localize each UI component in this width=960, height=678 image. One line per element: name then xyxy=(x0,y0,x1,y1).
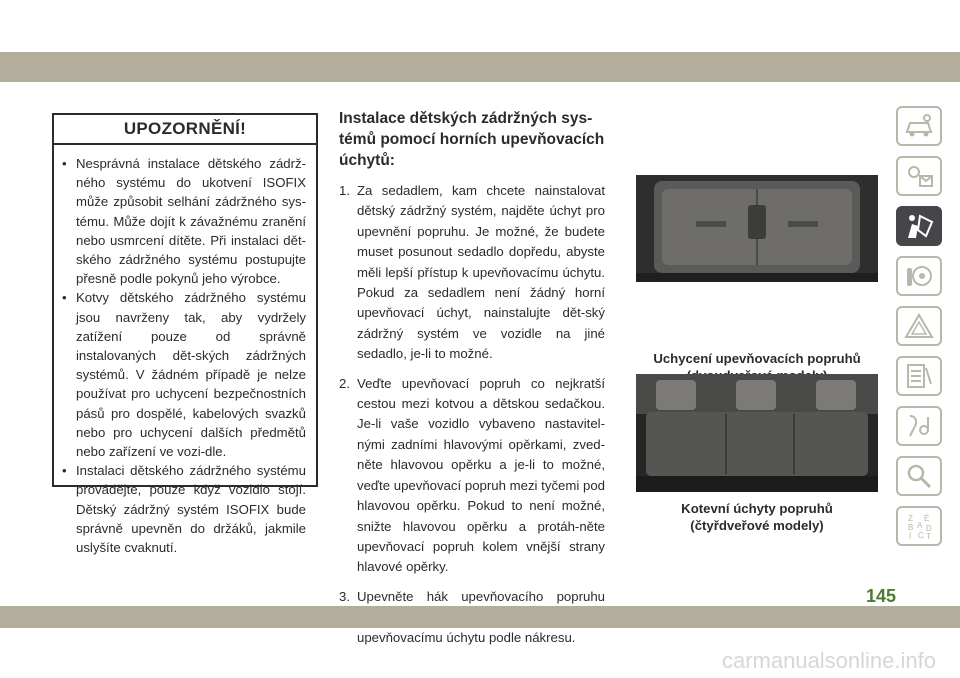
warning-item: • Instalaci dětského zádržného systému provádějte, pouze když vozidlo stojí. Dětský zádržný systém ISOFIX bude správně upevněn do držáků, jakmile uslyšíte cvaknutí. xyxy=(62,461,306,557)
chapter-tab-vehicle[interactable] xyxy=(896,106,942,146)
index-letter: D xyxy=(926,524,932,533)
caption-line: Kotevní úchyty popruhů xyxy=(681,501,833,516)
warning-box xyxy=(52,113,318,556)
chapter-tab-emergency[interactable] xyxy=(896,306,942,346)
header-band xyxy=(0,52,960,82)
tether-photo-four-door xyxy=(636,374,878,492)
index-letter: A xyxy=(917,521,923,530)
car-dashboard-icon xyxy=(904,112,934,140)
caption-line: (čtyřdveřové modely) xyxy=(690,518,824,533)
multimedia-icon xyxy=(904,412,934,440)
tether-photo-two-door xyxy=(636,175,878,282)
footer-band xyxy=(0,606,960,628)
chapter-sidebar xyxy=(896,106,944,556)
step-text: Upevněte hák upevňovacího popruhu upevňovacímu úchytu podle nákresu. xyxy=(357,588,605,645)
index-letter: Z xyxy=(908,514,913,523)
alphabet-index-icon xyxy=(904,512,934,540)
chapter-tab-multimedia[interactable] xyxy=(896,406,942,446)
figure-caption-2 xyxy=(636,500,878,534)
step-number: 1. xyxy=(339,183,350,198)
index-letter: B xyxy=(908,523,914,532)
warning-lights-icon xyxy=(904,162,934,190)
index-letter: É xyxy=(924,514,930,523)
watermark: carmanualsonline.info xyxy=(721,648,936,673)
chapter-tab-driving[interactable] xyxy=(896,256,942,296)
step-number: 3. xyxy=(339,588,350,604)
steering-wheel-icon xyxy=(904,262,934,290)
warning-item: • Kotvy dětského zádržného systému jsou navrženy tak, aby vydržely zatížení pouze od správně instalovaných dět-ských zádržných systémů. V žádném případě je nelze používat pro uchycení bezpečnostních pásů pro dospělé, kabelových svazků nebo pro uchycení dalších předmětů nebo zařízení ve vozi-dle. xyxy=(62,288,306,461)
maintenance-list-icon xyxy=(904,362,934,390)
seat-back-illustration xyxy=(636,175,878,282)
chapter-tab-search[interactable] xyxy=(896,456,942,496)
hazard-icon xyxy=(904,312,934,340)
caption-line: Uchycení upevňovacích popruhů xyxy=(653,351,861,366)
index-letter: Í xyxy=(909,532,912,540)
chapter-tab-indicators[interactable] xyxy=(896,156,942,196)
search-icon xyxy=(904,462,934,490)
steps-list xyxy=(339,181,605,648)
child-seat-airbag-icon xyxy=(904,212,934,240)
chapter-tab-index[interactable] xyxy=(896,506,942,546)
section-heading: Instalace dětských zádržných sys-témů pomocí horních upevňovacích úchytů: xyxy=(339,110,605,169)
step-text: Veďte upevňovací popruh co nejkratší cestou mezi kotvou a dětskou sedačkou. Je-li vaše vozidlo vybaveno nastavitel-nými zadními hlavovými opěrkami, zved-něte hlavovou opěrku a je-li to možné, veďte upevňovací popruh mezi tyčemi pod hlavovou opěrku. Pokud to není možné, snižte hlavovou opěrku a protáh-něte upevňovací popruh kolem vnější strany hlavové opěrky. xyxy=(357,375,605,575)
step-number: 2. xyxy=(339,375,350,391)
step-text: Za sedadlem, kam chcete nainstalovat dětský zádržný systém, najděte úchyt pro upevnění popruhu. Je možné, že budete muset posunout sedadlo dopředu, abyste měli lepší přístup k upevňovacímu úchytu. Pokud za sedadlem není žádný horní upevňovací úchyt, nainstalujte dět-ský zádržný systém ve vozidle na jiné sedadlo, je-li to možné. xyxy=(357,183,605,362)
instructions-column xyxy=(339,108,605,657)
step-item xyxy=(339,374,605,578)
index-letter: C xyxy=(918,531,924,540)
page-number: 145 xyxy=(865,586,896,606)
warning-item: • Nesprávná instalace dětského zádrž-ného systému do ukotvení ISOFIX může způsobit selhání zádržného sys-tému. Může dojít k závažnému zranění nebo usmrcení dítěte. Při instalaci dět-ského zádržného systému postupujte přesně podle pokynů jeho výrobce. xyxy=(62,154,306,288)
index-letter: T xyxy=(926,532,931,540)
warning-list xyxy=(54,145,316,557)
chapter-tab-maintenance[interactable] xyxy=(896,356,942,396)
step-item xyxy=(339,181,605,365)
warning-title: UPOZORNĚNÍ! xyxy=(54,115,316,145)
rear-cargo-illustration xyxy=(636,374,878,492)
chapter-tab-safety[interactable] xyxy=(896,206,942,246)
